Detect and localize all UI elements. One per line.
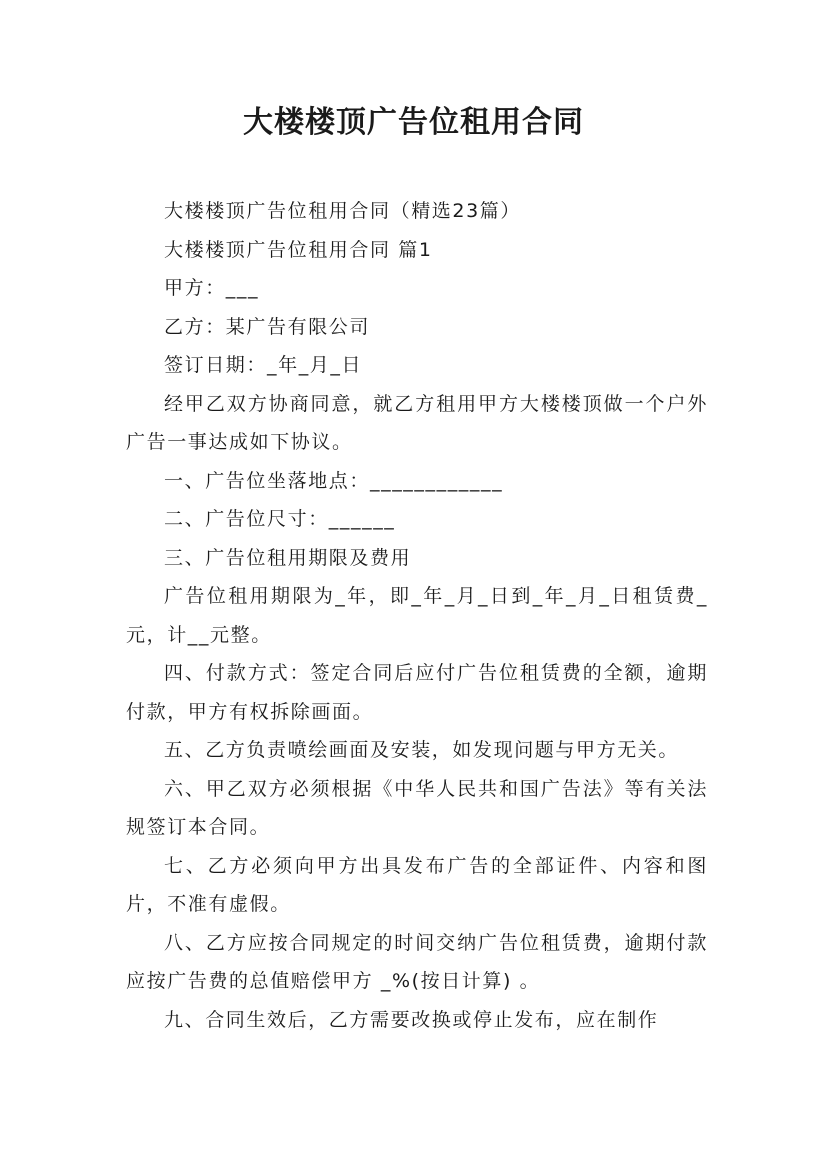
- paragraph-clause-4: 四、付款方式：签定合同后应付广告位租赁费的全额，逾期付款，甲方有权拆除画面。: [126, 662, 708, 723]
- paragraph-clause-1: 一、广告位坐落地点：____________: [164, 469, 504, 492]
- document-body: [126, 192, 708, 1039]
- paragraph-sign-date: 签订日期：_年_月_日: [164, 354, 363, 376]
- paragraph-preamble: 经甲乙双方协商同意，就乙方租用甲方大楼楼顶做一个户外广告一事达成如下协议。: [126, 392, 708, 453]
- paragraph-clause-2: 二、广告位尺寸：______: [164, 508, 396, 530]
- document-title: 大楼楼顶广告位租用合同: [243, 105, 584, 140]
- paragraph-clause-9: 九、合同生效后，乙方需要改换或停止发布，应在制作: [164, 1008, 659, 1031]
- paragraph-subtitle: 大楼楼顶广告位租用合同（精选23篇）: [164, 200, 521, 222]
- paragraph-section-heading: 大楼楼顶广告位租用合同 篇1: [164, 238, 433, 261]
- paragraph-clause-5: 五、乙方负责喷绘画面及安装，如发现问题与甲方无关。: [164, 739, 680, 761]
- paragraph-clause-7: 七、乙方必须向甲方出具发布广告的全部证件、内容和图片，不准有虚假。: [126, 854, 708, 915]
- paragraph-rental-term: 广告位租用期限为_年，即_年_月_日到_年_月_日租赁费_元，计__元整。: [126, 585, 708, 646]
- paragraph-party-a: 甲方：___: [164, 277, 260, 299]
- paragraph-clause-6: 六、甲乙双方必须根据《中华人民共和国广告法》等有关法规签订本合同。: [126, 777, 708, 838]
- paragraph-party-b: 乙方：某广告有限公司: [164, 315, 371, 338]
- paragraph-clause-3: 三、广告位租用期限及费用: [164, 546, 412, 569]
- paragraph-clause-8: 八、乙方应按合同规定的时间交纳广告位租赁费，逾期付款应按广告费的总值赔偿甲方 _%(按日计算) 。: [126, 931, 708, 992]
